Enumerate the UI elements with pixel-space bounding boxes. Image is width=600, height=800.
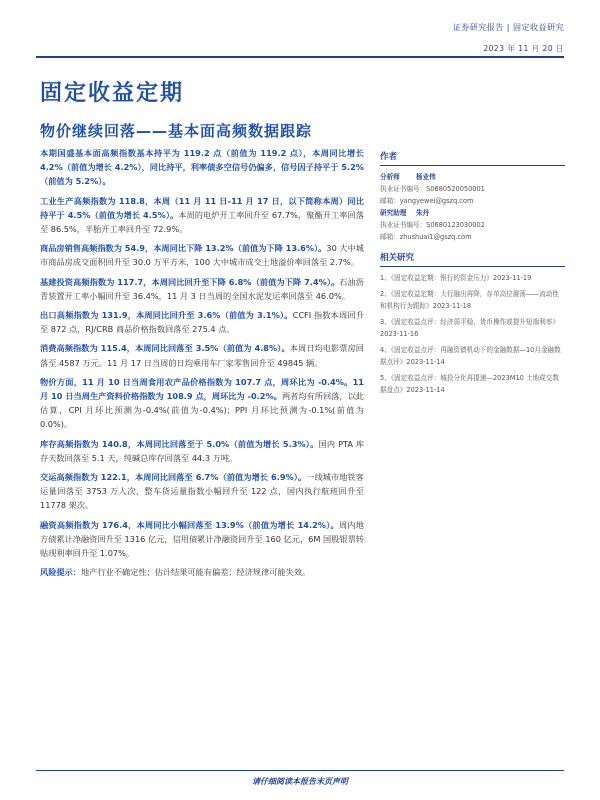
paragraph-text: 30 大中城市商品房成交面积回升至 30.0 万平方米，100 大中城市成交土地溢价率回落至 2.7%。: [40, 243, 364, 268]
related-report-link[interactable]: 5、《固定收益点评：城投分化再提速—2023M10 土地成交数据盘点》2023-11-14: [380, 373, 559, 394]
paragraph-text: 本周的电炉开工率回升至 67.7%，聚酯开工率回落至 86.5%，半胎开工率回升至 72.9%。: [40, 209, 364, 235]
paragraph-text: 周内地方债累计净融资回升至 1316 亿元，信用债累计净融资回升至 160 亿元，6M 国股银票转贴现利率回升至 1.07%。: [40, 519, 364, 559]
related-report-link[interactable]: 2、《固定收益定期：大行融出再降，存单高位震荡——流动性和机构行为跟踪》2023-11-18: [380, 289, 559, 310]
author-cert: 执业证书编号：S0680123030002: [380, 221, 485, 229]
author-name: 朱丹: [416, 209, 430, 217]
paragraph-lead: 出口高频指数为 131.9，本周同比回升至 3.6%（前值为 3.1%）。: [40, 310, 293, 321]
body-paragraph: [40, 375, 364, 432]
paragraph-lead: 商品房销售高频指数为 54.9，本周同比下降 13.2%（前值为下降 13.6%）。: [40, 243, 327, 254]
related-heading: 相关研究: [380, 251, 565, 267]
body-paragraph: [40, 308, 364, 336]
author-role: 分析师: [380, 173, 400, 181]
main-body: [40, 146, 364, 584]
authors-heading: 作者: [380, 150, 565, 166]
body-paragraph: [40, 437, 364, 465]
related-report-link[interactable]: 1、《固定收益定期：银行的资金压力》2023-11-19: [380, 274, 532, 282]
related-report-link[interactable]: 4、《固定收益点评：再融资债机动下的金融数据—10月金融数据点评》2023-11-14: [380, 345, 561, 366]
body-paragraph: [40, 518, 364, 561]
paragraph-lead: 工业生产高频指数为 118.8，本周（11 月 11 日-11 月 17 日，以下简称本周）同比持平于 4.5%（前值为增长 4.5%）。: [40, 195, 364, 220]
author-role: 研究助理: [380, 209, 407, 217]
footer-divider: [36, 770, 564, 771]
risk-label: 风险提示：: [40, 567, 81, 578]
paragraph-text: 一线城市地铁客运量回落至 3753 万人次，整车货运量指数小幅回升至 122 点，国内执行航班回升至 11778 架次。: [40, 472, 364, 511]
body-paragraph: [40, 470, 364, 513]
risk-warning: [40, 565, 364, 579]
body-paragraph: [40, 341, 364, 369]
footer-disclaimer: 请仔细阅读本报告末页声明: [252, 777, 348, 786]
paragraph-lead: 库存高频指数为 140.8，本周同比回落至于 5.0%（前值为增长 5.3%）。: [40, 438, 319, 449]
author-block: [380, 207, 565, 243]
author-email[interactable]: 邮箱：yangyewei@gszq.com: [380, 197, 474, 205]
sidebar: [380, 150, 565, 400]
paragraph-text: CCFI 指数本周回升至 872 点，RJ/CRB 商品价格指数回落至 275.4 点。: [40, 310, 365, 335]
report-category: 证券研究报告 | 固定收益研究: [452, 23, 564, 32]
paragraph-text: 国内 PTA 库存天数回落至 5.1 天，纯碱总库存回落至 44.3 万吨。: [40, 438, 365, 463]
body-paragraph: [40, 275, 364, 303]
related-report-link[interactable]: 3、《固定收益点评：经济弱平稳，货币操作或提升短端利率》2023-11-16: [380, 317, 559, 338]
paragraph-text: 两者均有所回落，以此估算，CPI 月环比预测为-0.4%(前值为-0.4%)；PPI 月环比预测为-0.1%(前值为 0.0%)。: [40, 391, 364, 430]
paragraph-lead: 融资高频指数为 176.4，本周同比小幅回落至 13.9%（前值为增长 14.2%）。: [40, 519, 339, 530]
paragraph-lead: 消费高频指数为 115.4，本周同比回落至 3.5%（前值为 4.8%）。: [40, 343, 290, 354]
report-date: 2023 年 11 月 20 日: [483, 44, 564, 53]
author-cert: 执业证书编号：S0680520050001: [380, 185, 485, 193]
paragraph-lead: 基建投资高频指数为 117.7，本周同比回升至下降 6.8%（前值为下降 7.4%）。: [40, 276, 340, 287]
paragraph-text: 石油沥青装置开工率小幅回升至 36.4%，11 月 3 日当周的全国水泥发运率回落至 46.0%。: [40, 276, 364, 301]
report-header: [453, 22, 564, 54]
author-email[interactable]: 邮箱：zhushuai1@gszq.com: [380, 233, 472, 241]
header-divider: [36, 56, 564, 58]
body-paragraph: [40, 241, 364, 269]
report-title: 固定收益定期: [40, 81, 185, 106]
paragraph-text: 本周日均电影票房回落至 4587 万元。11 月 17 日当周的日均乘用车厂家零售回升至 49845 辆。: [40, 343, 364, 368]
body-paragraph: [40, 194, 364, 237]
body-paragraph: [40, 146, 364, 189]
paragraph-lead: 本期国盛基本面高频指数基本持平为 119.2 点（前值为 119.2 点），本周同比增长 4.2%（前值为增长 4.2%），同比持平，利率债多空信号仍偏多，信号因子持平于 5.2%（前值为 5.2%）。: [40, 148, 364, 187]
risk-text: 地产行业不确定性；估计结果可能有偏差；经济规律可能失效。: [80, 567, 311, 578]
paragraph-lead: 物价方面，11 月 10 日当周食用农产品价格指数为 107.7 点，周环比为 -0.4%。11 月 10 日当周生产资料价格指数为 108.9 点，周环比为 -0.2%。: [40, 376, 364, 402]
report-subtitle: 物价继续回落——基本面高频数据跟踪: [40, 122, 313, 140]
author-block: [380, 171, 565, 207]
paragraph-lead: 交运高频指数为 122.1，本周同比回落至 6.7%（前值为增长 6.9%）。: [40, 472, 307, 483]
author-name: 杨业伟: [416, 173, 436, 181]
